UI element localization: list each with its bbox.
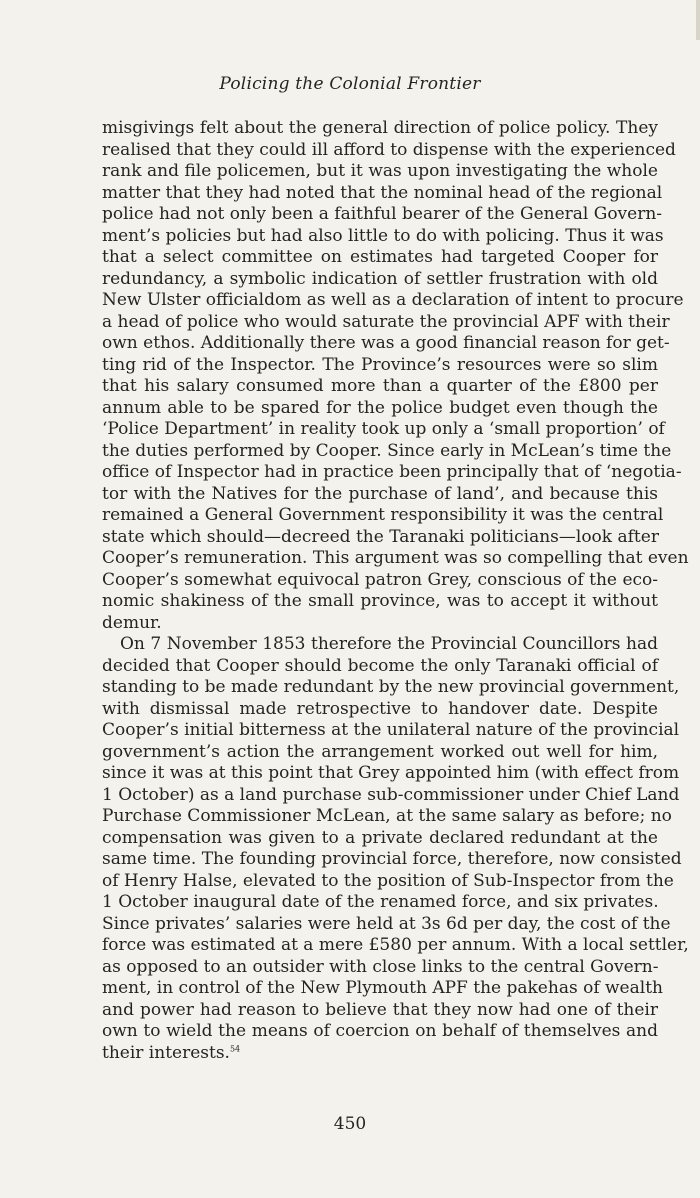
text-line: rank and file policemen, but it was upon investigating the whole: [102, 161, 658, 181]
text-line: ting rid of the Inspector. The Province’s resources were so slim: [102, 354, 658, 375]
page-number: 450: [333, 1114, 367, 1134]
text-line: misgivings felt about the general direction of police policy. They: [102, 118, 658, 138]
text-line: with dismissal made retrospective to handover date. Despite: [102, 698, 658, 719]
text-line: own to wield the means of coercion on behalf of themselves and: [102, 1021, 658, 1041]
text-line: their interests.$^{54}$: [102, 1042, 241, 1063]
text-line: of Henry Halse, elevated to the position of Sub-Inspector from the: [102, 870, 674, 891]
text-line: demur.: [102, 612, 162, 633]
text-line: realised that they could ill afford to dispense with the experienced: [102, 139, 676, 160]
paragraph-2: [102, 634, 689, 1064]
text-line: office of Inspector had in practice been principally that of ‘negotia-: [102, 462, 682, 482]
text-line: Cooper’s remuneration. This argument was so compelling that even: [102, 548, 689, 568]
text-line: force was estimated at a mere £580 per annum. With a local settler,: [102, 935, 689, 955]
text-line: compensation was given to a private declared redundant at the: [102, 827, 658, 848]
text-line: Purchase Commissioner McLean, at the same salary as before; no: [102, 806, 672, 826]
text-line: Since privates’ salaries were held at 3s 6d per day, the cost of the: [102, 913, 671, 934]
text-line: 1 October inaugural date of the renamed force, and six privates.: [102, 892, 659, 912]
text-line: On 7 November 1853 therefore the Provincial Councillors had: [120, 634, 658, 654]
text-line: as opposed to an outsider with close links to the central Govern-: [102, 956, 659, 977]
body-text: [102, 118, 689, 1064]
text-line: state which should—decreed the Taranaki politicians—look after: [102, 526, 659, 547]
text-line: nomic shakiness of the small province, was to accept it without: [102, 591, 658, 611]
text-line: same time. The founding provincial force, therefore, now consisted: [102, 849, 682, 869]
text-line: that his salary consumed more than a quarter of the £800 per: [102, 376, 658, 396]
running-head: Policing the Colonial Frontier: [219, 74, 481, 94]
text-line: 1 October) as a land purchase sub-commissioner under Chief Land: [102, 784, 680, 805]
text-line: own ethos. Additionally there was a good financial reason for get-: [102, 333, 670, 353]
text-line: redundancy, a symbolic indication of settler frustration with old: [102, 268, 658, 289]
footnote-reference: 54: [229, 1043, 241, 1053]
text-line: tor with the Natives for the purchase of land’, and because this: [102, 483, 658, 504]
text-line: matter that they had noted that the nominal head of the regional: [102, 182, 663, 203]
text-line: since it was at this point that Grey appointed him (with effect from: [102, 763, 680, 783]
text-line: decided that Cooper should become the only Taranaki official of: [102, 655, 658, 676]
text-line: that a select committee on estimates had targeted Cooper for: [102, 247, 658, 267]
text-line: police had not only been a faithful bearer of the General Govern-: [102, 204, 663, 224]
text-line: ment’s policies but had also little to do with policing. Thus it was: [102, 225, 664, 246]
page-edge-shadow: [696, 0, 700, 40]
text-line: ‘Police Department’ in reality took up only a ‘small proportion’ of: [102, 419, 665, 439]
text-line: annum able to be spared for the police budget even though the: [102, 397, 658, 418]
text-line: government’s action the arrangement worked out well for him,: [102, 741, 658, 762]
text-line: remained a General Government responsibility it was the central: [102, 505, 664, 525]
text-line: Cooper’s somewhat equivocal patron Grey, conscious of the eco-: [102, 569, 658, 590]
text-line: ment, in control of the New Plymouth APF the pakehas of wealth: [102, 978, 663, 998]
text-line: Cooper’s initial bitterness at the unilateral nature of the provincial: [102, 720, 680, 740]
text-line: and power had reason to believe that they now had one of their: [102, 999, 658, 1020]
text-line: a head of police who would saturate the provincial APF with their: [102, 311, 670, 332]
text-line: New Ulster officialdom as well as a declaration of intent to procure: [102, 290, 684, 310]
text-line: standing to be made redundant by the new provincial government,: [102, 677, 680, 697]
text-line: the duties performed by Cooper. Since early in McLean’s time the: [102, 440, 672, 461]
paragraph-1: [102, 118, 689, 634]
